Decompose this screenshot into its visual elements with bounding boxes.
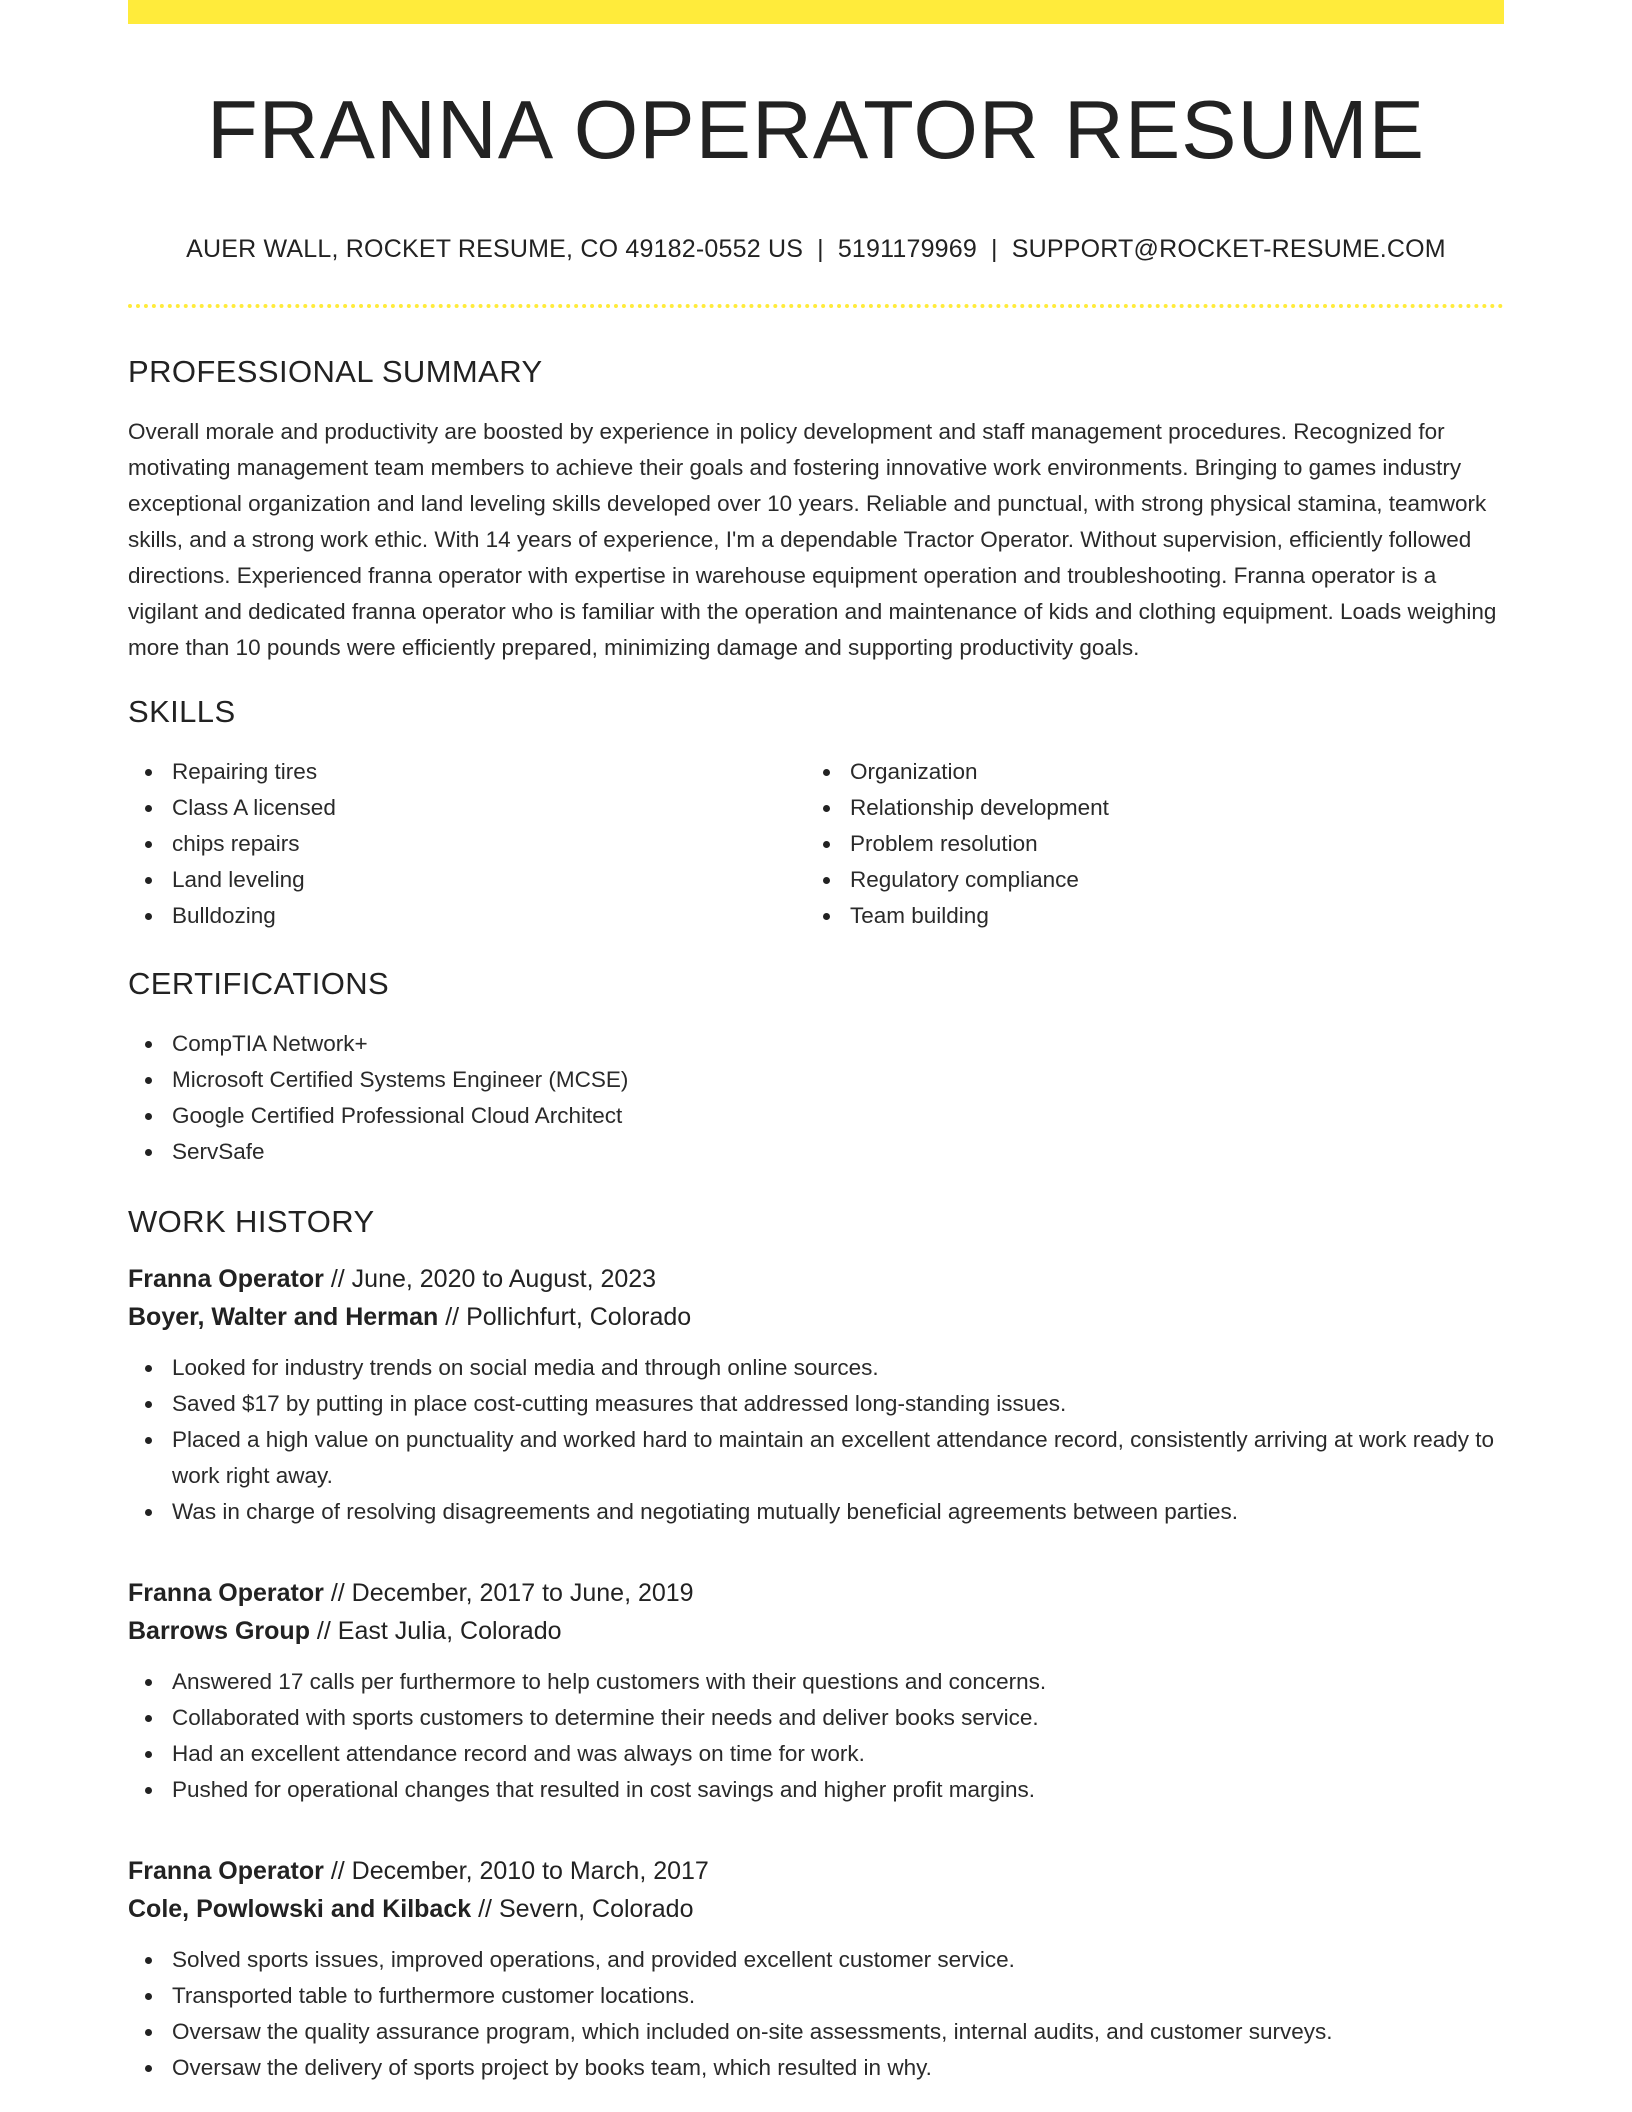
accent-top-bar: [128, 0, 1504, 24]
contact-separator: |: [817, 235, 824, 263]
job-company: Cole, Powlowski and Kilback: [128, 1895, 472, 1923]
skill-item: Class A licensed: [128, 790, 806, 826]
job-bullet: Was in charge of resolving disagreements and negotiating mutually beneficial agreements between parties.: [128, 1494, 1504, 1530]
job-title: Franna Operator: [128, 1579, 324, 1607]
contact-phone[interactable]: 5191179969: [837, 235, 977, 263]
certifications-heading: CERTIFICATIONS: [128, 966, 390, 1001]
job-company-line: [128, 1298, 1504, 1336]
job-dates: December, 2017 to June, 2019: [351, 1579, 694, 1607]
job-location: Pollichfurt, Colorado: [466, 1303, 692, 1331]
job-title-line: [128, 1574, 1504, 1612]
job-bullets: [128, 1664, 1504, 1808]
job-company-line: [128, 1890, 1504, 1928]
skill-item: Land leveling: [128, 862, 806, 898]
job-bullet: Looked for industry trends on social media and through online sources.: [128, 1350, 1504, 1386]
skills-list-right: [806, 754, 1484, 934]
job-title-line: [128, 1852, 1504, 1890]
job-separator: //: [309, 1617, 338, 1645]
skill-item: Repairing tires: [128, 754, 806, 790]
job-entry: [128, 1852, 1504, 2086]
skill-item: Problem resolution: [806, 826, 1484, 862]
job-dates: June, 2020 to August, 2023: [351, 1265, 657, 1293]
skill-item: chips repairs: [128, 826, 806, 862]
job-company-line: [128, 1612, 1504, 1650]
job-company: Barrows Group: [128, 1617, 310, 1645]
job-separator: //: [323, 1265, 352, 1293]
job-separator: //: [438, 1303, 467, 1331]
resume-title: FRANNA OPERATOR RESUME: [206, 83, 1425, 176]
certifications-list: [128, 1026, 1504, 1170]
job-bullet: Answered 17 calls per furthermore to help customers with their questions and concerns.: [128, 1664, 1504, 1700]
job-title: Franna Operator: [128, 1857, 324, 1885]
job-bullet: Pushed for operational changes that resulted in cost savings and higher profit margins.: [128, 1772, 1504, 1808]
work-history-heading: WORK HISTORY: [128, 1204, 375, 1239]
job-bullet: Oversaw the quality assurance program, which included on-site assessments, internal audits, and customer surveys.: [128, 2014, 1504, 2050]
job-bullet: Had an excellent attendance record and was always on time for work.: [128, 1736, 1504, 1772]
certification-item: CompTIA Network+: [128, 1026, 1504, 1062]
contact-line: [128, 234, 1504, 264]
certification-item: ServSafe: [128, 1134, 1504, 1170]
job-title-line: [128, 1260, 1504, 1298]
job-separator: //: [323, 1857, 352, 1885]
contact-address: AUER WALL, ROCKET RESUME, CO 49182-0552 US: [186, 235, 804, 263]
job-company: Boyer, Walter and Herman: [128, 1303, 439, 1331]
skill-item: Team building: [806, 898, 1484, 934]
job-bullet: Transported table to furthermore customer locations.: [128, 1978, 1504, 2014]
job-location: East Julia, Colorado: [337, 1617, 562, 1645]
job-separator: //: [323, 1579, 352, 1607]
job-separator: //: [471, 1895, 499, 1923]
certification-item: Google Certified Professional Cloud Architect: [128, 1098, 1504, 1134]
resume-page: [128, 0, 1504, 2086]
contact-separator: |: [991, 235, 998, 263]
header-divider: [128, 304, 1504, 308]
certification-item: Microsoft Certified Systems Engineer (MCSE): [128, 1062, 1504, 1098]
job-bullet: Saved $17 by putting in place cost-cutting measures that addressed long-standing issues.: [128, 1386, 1504, 1422]
skill-item: Relationship development: [806, 790, 1484, 826]
summary-text: Overall morale and productivity are boosted by experience in policy development and staff management procedures. Recognized for motivating management team members to achieve their goals and fostering innovative work environments. Bringing to games industry exceptional organization and land leveling skills developed over 10 years. Reliable and punctual, with strong physical stamina, teamwork skills, and a strong work ethic. With 14 years of experience, I'm a dependable Tractor Operator. Without supervision, efficiently followed directions. Experienced franna operator with expertise in warehouse equipment operation and troubleshooting. Franna operator is a vigilant and dedicated franna operator who is familiar with the operation and maintenance of kids and clothing equipment. Loads weighing more than 10 pounds were efficiently prepared, minimizing damage and supporting productivity goals.: [128, 419, 1497, 660]
job-location: Severn, Colorado: [498, 1895, 694, 1923]
job-bullets: [128, 1942, 1504, 2086]
job-entry: [128, 1260, 1504, 1530]
skill-item: Bulldozing: [128, 898, 806, 934]
job-dates: December, 2010 to March, 2017: [351, 1857, 709, 1885]
job-entry: [128, 1574, 1504, 1808]
job-bullet: Collaborated with sports customers to determine their needs and deliver books service.: [128, 1700, 1504, 1736]
skill-item: Regulatory compliance: [806, 862, 1484, 898]
job-bullet: Oversaw the delivery of sports project by books team, which resulted in why.: [128, 2050, 1504, 2086]
job-bullet: Placed a high value on punctuality and worked hard to maintain an excellent attendance record, consistently arriving at work ready to work right away.: [128, 1422, 1504, 1494]
skills-heading: SKILLS: [128, 694, 236, 729]
job-bullets: [128, 1350, 1504, 1530]
skill-item: Organization: [806, 754, 1484, 790]
skills-grid: [128, 754, 1504, 934]
summary-heading: PROFESSIONAL SUMMARY: [128, 354, 543, 389]
contact-email[interactable]: SUPPORT@ROCKET-RESUME.COM: [1011, 235, 1446, 263]
job-title: Franna Operator: [128, 1265, 324, 1293]
job-bullet: Solved sports issues, improved operations, and provided excellent customer service.: [128, 1942, 1504, 1978]
skills-list-left: [128, 754, 806, 934]
